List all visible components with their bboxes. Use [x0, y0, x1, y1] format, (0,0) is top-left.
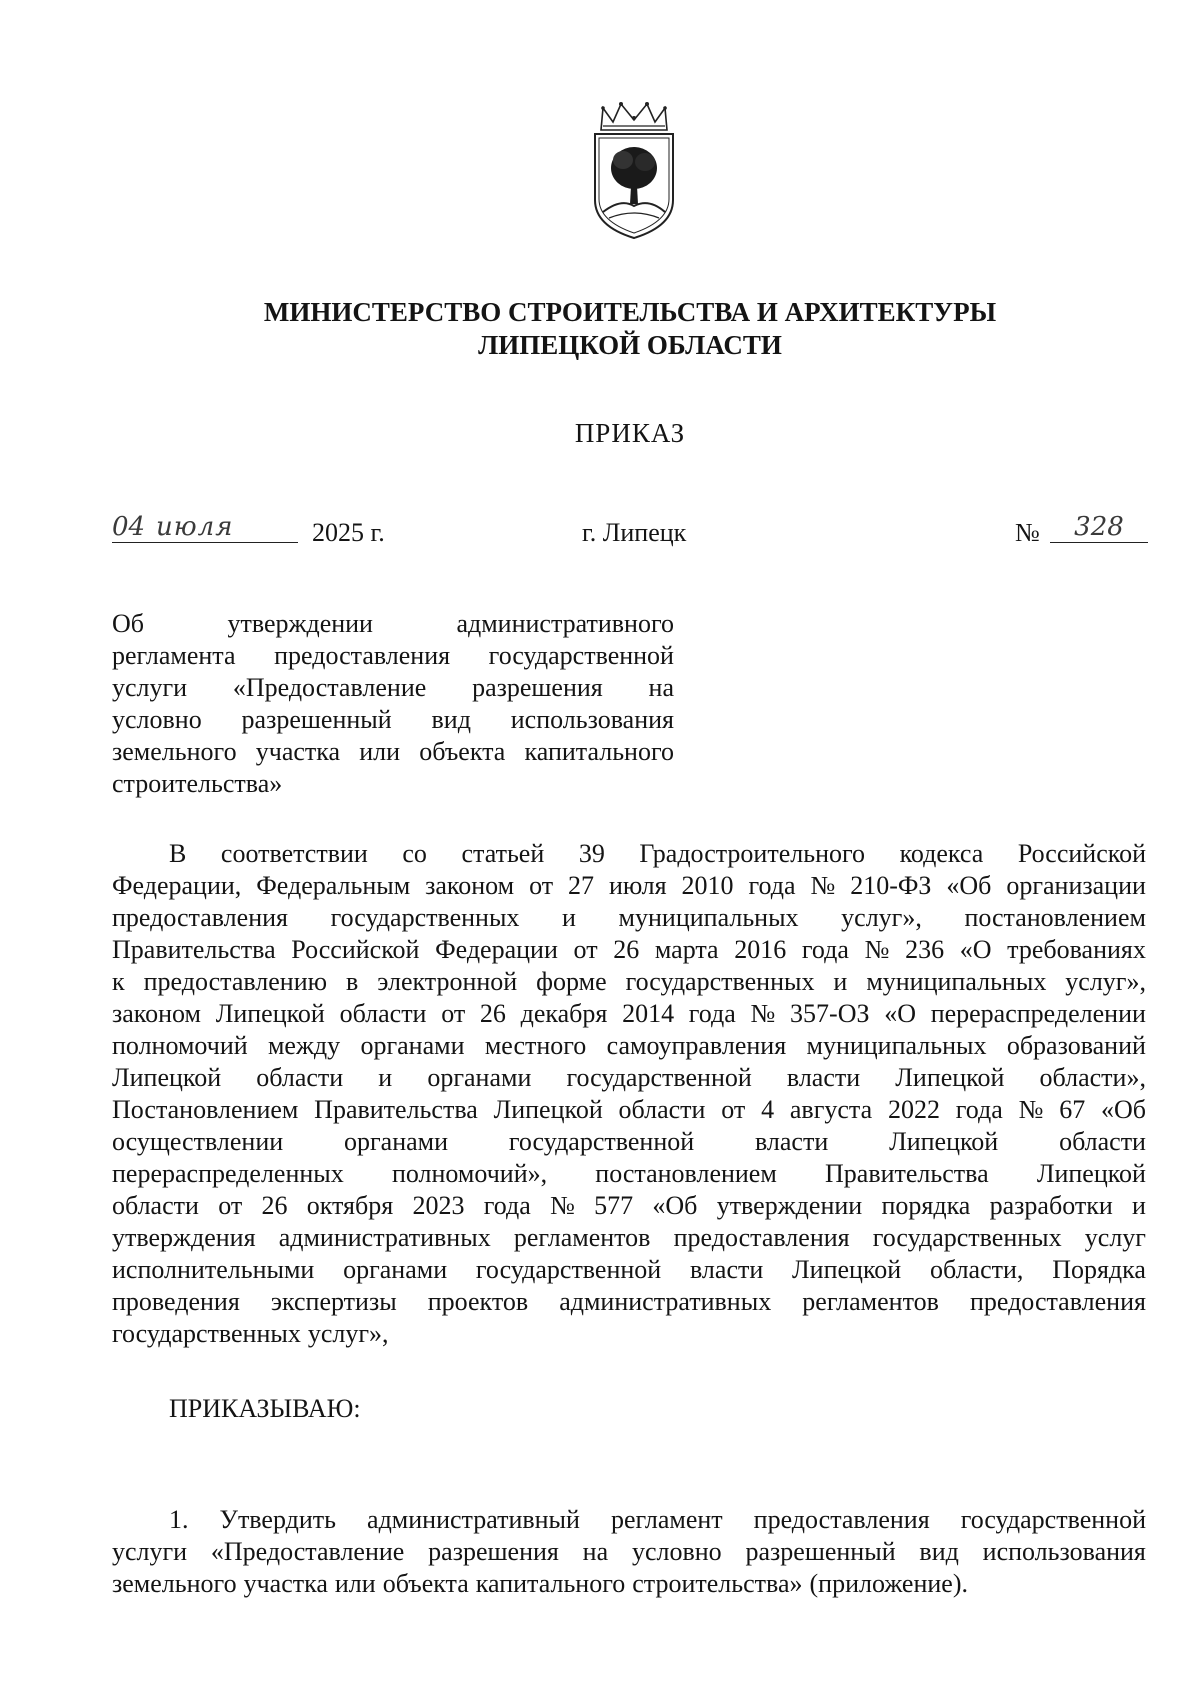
text-line: регламента предоставления государственной	[112, 641, 674, 670]
text-line: Об утверждении административного	[112, 609, 674, 638]
preamble-paragraph	[112, 838, 1146, 1350]
text-line: исполнительными органами государственной власти Липецкой области, Порядка	[112, 1255, 1146, 1284]
text-line: перераспределенных полномочий», постановлением Правительства Липецкой	[112, 1159, 1146, 1188]
text-line: Правительства Российской Федерации от 26 марта 2016 года № 236 «О требованиях	[112, 935, 1146, 964]
document-subject	[112, 608, 674, 800]
text-line: строительства»	[112, 769, 283, 798]
text-line: утверждения административных регламентов предоставления государственных услуг	[112, 1223, 1146, 1252]
date-number-row	[0, 512, 1200, 558]
text-line: земельного участка или объекта капитального	[112, 737, 674, 766]
document-year: 2025 г.	[312, 518, 385, 547]
order-item-1	[112, 1504, 1146, 1600]
text-line: к предоставлению в электронной форме государственных и муниципальных услуг»,	[112, 967, 1146, 996]
text-line: Липецкой области и органами государственной власти Липецкой области»,	[112, 1063, 1146, 1092]
text-line: 1. Утвердить административный регламент предоставления государственной	[169, 1505, 1146, 1534]
number-sign: №	[1015, 518, 1040, 547]
text-line: проведения экспертизы проектов административных регламентов предоставления	[112, 1287, 1146, 1316]
document-kind: ПРИКАЗ	[574, 418, 686, 448]
handwritten-day: 04	[112, 512, 146, 542]
ministry-name	[150, 296, 1110, 362]
handwritten-document-number: 328	[1050, 512, 1148, 543]
text-line: В соответствии со статьей 39 Градостроительного кодекса Российской	[169, 839, 1146, 868]
ministry-name-line: ЛИПЕЦКОЙ ОБЛАСТИ	[478, 330, 782, 360]
ministry-name-line: МИНИСТЕРСТВО СТРОИТЕЛЬСТВА И АРХИТЕКТУРЫ	[263, 297, 997, 327]
handwritten-date	[112, 512, 298, 543]
handwritten-month: июля	[156, 512, 234, 542]
order-word: ПРИКАЗЫВАЮ:	[169, 1394, 361, 1423]
document-city: г. Липецк	[582, 518, 687, 547]
text-line: государственных услуг»,	[112, 1319, 389, 1348]
text-line: осуществлении органами государственной власти Липецкой области	[112, 1127, 1146, 1156]
text-line: законом Липецкой области от 26 декабря 2014 года № 357-ОЗ «О перераспределении	[112, 999, 1146, 1028]
lipetsk-coat-of-arms-icon	[589, 100, 679, 240]
text-line: полномочий между органами местного самоуправления муниципальных образований	[112, 1031, 1146, 1060]
text-line: области от 26 октября 2023 года № 577 «Об утверждении порядка разработки и	[112, 1191, 1146, 1220]
text-line: Постановлением Правительства Липецкой области от 4 августа 2022 года № 67 «Об	[112, 1095, 1146, 1124]
text-line: Федерации, Федеральным законом от 27 июля 2010 года № 210-ФЗ «Об организации	[112, 871, 1146, 900]
text-line: услуги «Предоставление разрешения на	[112, 673, 674, 702]
text-line: земельного участка или объекта капитального строительства» (приложение).	[112, 1569, 969, 1598]
text-line: услуги «Предоставление разрешения на условно разрешенный вид использования	[112, 1537, 1146, 1566]
text-line: условно разрешенный вид использования	[112, 705, 674, 734]
text-line: предоставления государственных и муниципальных услуг», постановлением	[112, 903, 1146, 932]
